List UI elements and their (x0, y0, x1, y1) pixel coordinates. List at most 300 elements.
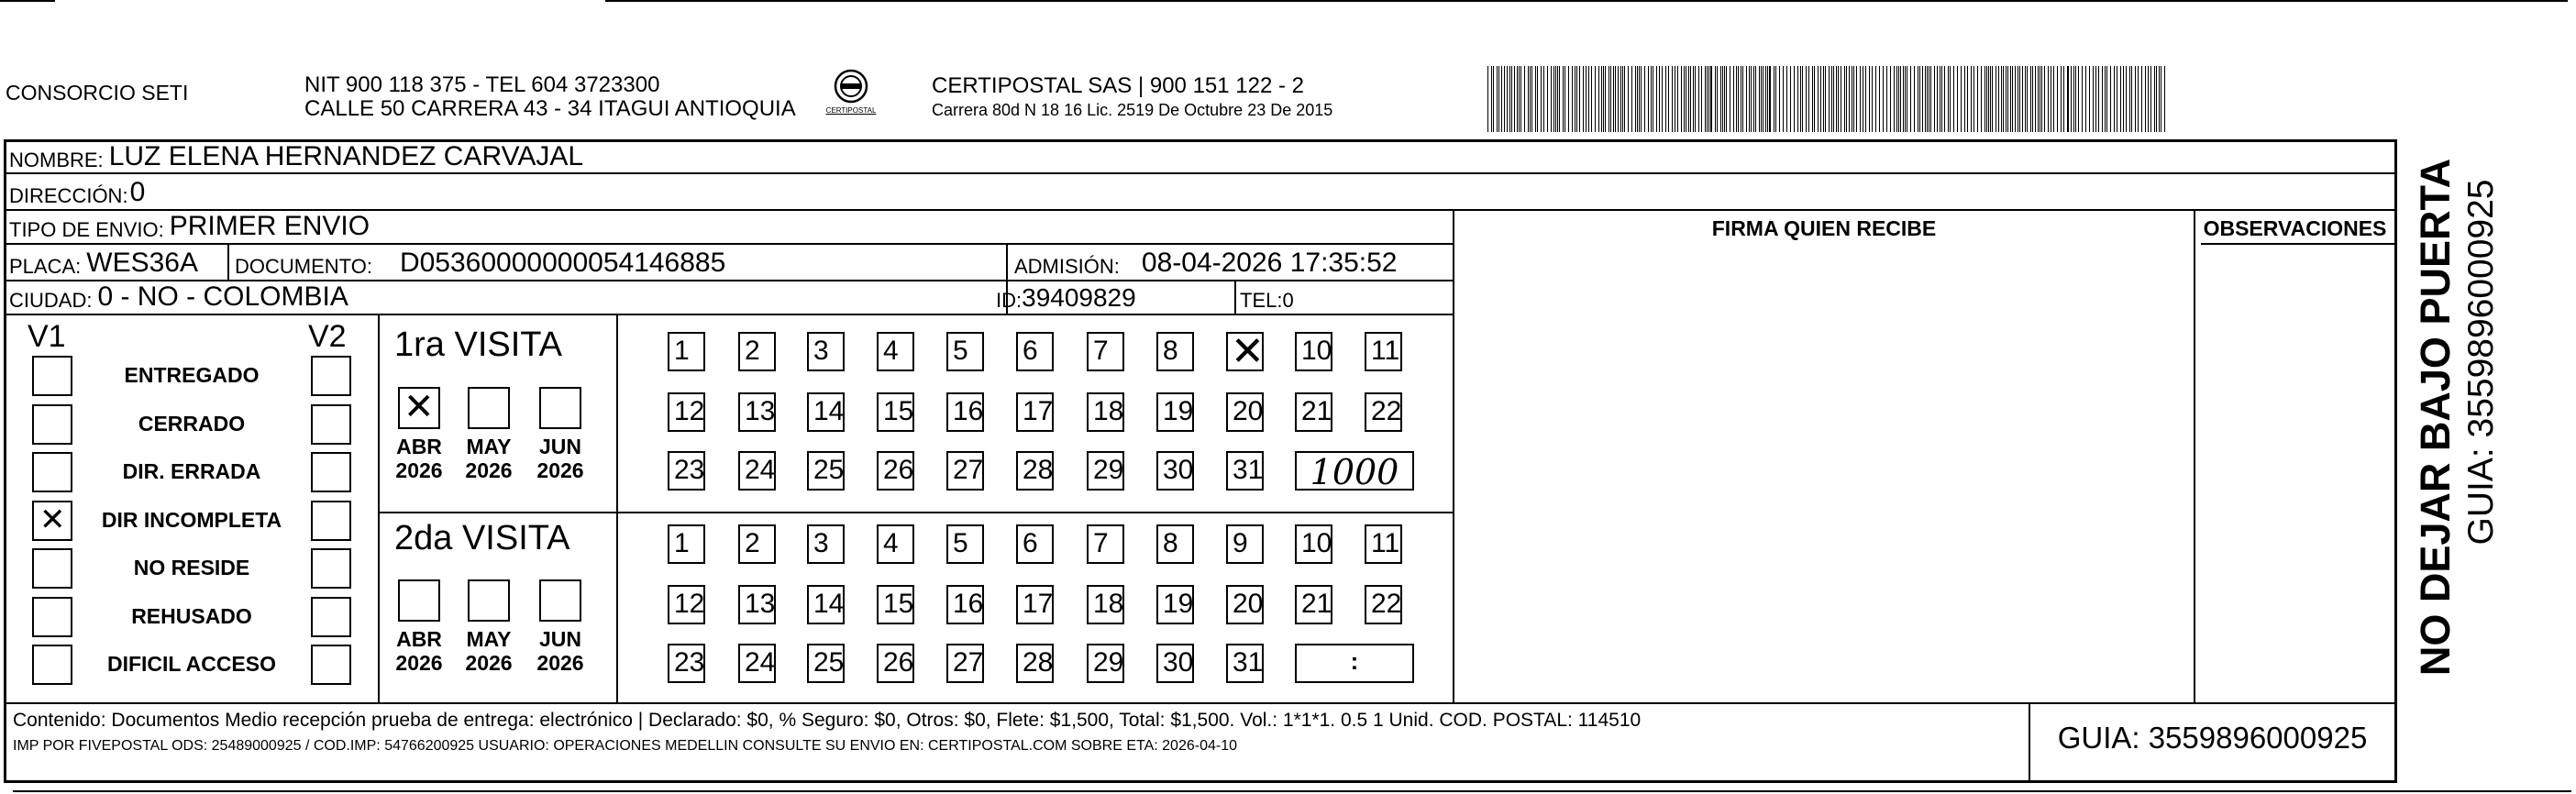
barcode-bar (1541, 66, 1542, 132)
barcode-bar (1753, 66, 1754, 132)
col-line (616, 314, 618, 702)
barcode-bar (2007, 66, 2008, 132)
barcode-bar (1537, 66, 1538, 132)
month-checkbox[interactable] (539, 579, 581, 622)
barcode-bar (1998, 66, 1999, 132)
barcode-bar (2135, 66, 2136, 132)
barcode-bar (1559, 66, 1560, 132)
day-number: 2 (745, 336, 760, 366)
barcode-bar (1635, 66, 1636, 132)
year-label: 2026 (465, 458, 513, 482)
day-number: 10 (1301, 336, 1332, 366)
col-line (227, 243, 229, 280)
barcode-bar (1595, 66, 1596, 132)
day-number: 6 (1023, 336, 1038, 366)
barcode-bar (1601, 66, 1602, 132)
time-box[interactable] (1295, 451, 1414, 491)
barcode-bar (2063, 66, 2064, 132)
day-number: 6 (1023, 528, 1038, 558)
day-box[interactable] (1295, 524, 1332, 564)
barcode-bar (2110, 66, 2111, 132)
barcode-bar (1547, 66, 1548, 132)
day-box[interactable] (877, 524, 914, 564)
barcode-bar (1498, 66, 1499, 132)
year-label: 2026 (395, 651, 443, 675)
nombre-row (9, 140, 583, 172)
ciudad-value: 0 - NO - COLOMBIA (97, 281, 348, 312)
barcode-bar (1551, 66, 1552, 132)
barcode-bar (2164, 66, 2165, 132)
barcode-bar (1779, 66, 1780, 132)
barcode-bar (1849, 66, 1850, 132)
day-box[interactable] (877, 332, 914, 371)
barcode-bar (2057, 66, 2058, 132)
day-box[interactable] (1365, 392, 1402, 432)
barcode-bar (1681, 66, 1682, 132)
day-number: 18 (1093, 396, 1124, 426)
barcode-bar (2078, 66, 2079, 132)
day-number: 4 (883, 528, 899, 558)
day-number: 5 (953, 336, 968, 366)
day-box[interactable] (1016, 392, 1054, 432)
barcode-bar (2141, 66, 2142, 132)
placa-label: PLACA: (9, 255, 82, 278)
barcode-bar (2123, 66, 2124, 132)
v2-checkbox[interactable] (311, 356, 351, 396)
day-number: 4 (883, 336, 899, 366)
day-number: 26 (883, 455, 914, 485)
barcode-bar (1844, 66, 1845, 132)
day-number: 29 (1093, 647, 1124, 678)
id-value: 39409829 (1022, 283, 1136, 312)
day-box[interactable] (738, 524, 776, 564)
barcode-bar (2067, 66, 2069, 132)
barcode-bar (2156, 66, 2157, 132)
day-number: 7 (1093, 528, 1109, 558)
barcode-bar (1986, 66, 1987, 132)
day-box[interactable] (1365, 524, 1402, 564)
month-checkbox[interactable] (398, 579, 440, 622)
day-number: 20 (1233, 396, 1264, 426)
day-box[interactable] (877, 585, 914, 624)
day-box[interactable] (1016, 332, 1054, 371)
barcode-bar (1524, 66, 1525, 132)
day-number: 22 (1371, 589, 1402, 619)
barcode-bar (1973, 66, 1974, 132)
day-number: 8 (1163, 528, 1178, 558)
barcode-bar (1937, 66, 1938, 132)
barcode (1487, 66, 2175, 132)
day-number: 12 (674, 396, 705, 426)
barcode-bar (2025, 66, 2026, 132)
barcode-bar (1794, 66, 1795, 132)
barcode-bar (1751, 66, 1752, 132)
month-checkbox[interactable] (539, 387, 581, 429)
month-checkbox[interactable] (398, 387, 440, 429)
day-box[interactable] (807, 585, 845, 624)
barcode-bar (1520, 66, 1521, 132)
barcode-bar (1497, 66, 1498, 132)
barcode-bar (1736, 66, 1737, 132)
barcode-bar (1869, 66, 1870, 132)
status-label: ENTREGADO (124, 363, 260, 387)
barcode-bar (1672, 66, 1673, 132)
v2-checkbox[interactable] (311, 645, 351, 685)
barcode-bar (1514, 66, 1515, 132)
address-line: CALLE 50 CARRERA 43 - 34 ITAGUI ANTIOQUIA (304, 96, 796, 121)
day-box[interactable] (738, 585, 776, 624)
year-label: 2026 (465, 651, 513, 675)
barcode-bar (1879, 66, 1880, 132)
day-box[interactable] (738, 332, 776, 371)
imp-line: IMP POR FIVEPOSTAL ODS: 25489000925 / COD.IMP: 54766200925 USUARIO: OPERACIONES MEDELLIN CONSULTE SU ENVIO EN: CERTIPOSTAL.COM SOBRE ETA: 2026-04-10 (13, 738, 1237, 754)
day-box[interactable] (1226, 328, 1265, 375)
v1-label: V1 (28, 319, 66, 354)
day-box[interactable] (1087, 451, 1124, 491)
day-number: 21 (1301, 589, 1332, 619)
day-box[interactable] (738, 644, 776, 683)
barcode-bar (1775, 66, 1776, 132)
barcode-bar (2148, 66, 2149, 132)
barcode-bar (1677, 66, 1678, 132)
day-box[interactable] (1156, 585, 1194, 624)
barcode-bar (1535, 66, 1536, 132)
barcode-bar (1610, 66, 1611, 132)
day-box[interactable] (1156, 392, 1194, 432)
status-label: DIR. ERRADA (122, 459, 261, 483)
barcode-bar (1903, 66, 1904, 132)
day-box[interactable] (946, 392, 984, 432)
day-box[interactable] (1156, 451, 1194, 491)
day-box[interactable] (738, 451, 776, 491)
day-number: 16 (953, 396, 984, 426)
barcode-bar (2003, 66, 2004, 132)
nombre-value: LUZ ELENA HERNANDEZ CARVAJAL (108, 141, 584, 171)
day-box[interactable] (1365, 332, 1402, 371)
barcode-bar (1814, 66, 1815, 132)
contenido-line: Contenido: Documentos Medio recepción prueba de entrega: electrónico | Declarado: $0, % Seguro: $0, Otros: $0, Flete: $1,500, Total: $1,500. Vol.: 1*1*1. 0.5 1 Unid. COD. POSTAL: 114510 (13, 710, 1642, 731)
barcode-bar (1509, 66, 1510, 132)
top-edge-line (0, 0, 55, 2)
day-number: 24 (745, 647, 776, 678)
tipo-value: PRIMER ENVIO (169, 211, 370, 241)
admision-value: 08-04-2026 17:35:52 (1141, 248, 1398, 278)
day-box[interactable] (1295, 585, 1332, 624)
barcode-bar (1715, 66, 1716, 132)
barcode-bar (1668, 66, 1669, 132)
day-box[interactable] (1226, 392, 1264, 432)
barcode-bar (1620, 66, 1621, 132)
barcode-bar (1690, 66, 1691, 132)
barcode-bar (1733, 66, 1734, 132)
v2-checkbox[interactable] (311, 452, 351, 492)
barcode-bar (2082, 66, 2083, 132)
barcode-bar (2001, 66, 2002, 132)
day-box[interactable] (668, 332, 705, 371)
barcode-bar (1624, 66, 1625, 132)
barcode-bar (1639, 66, 1640, 132)
tel-value: 0 (1282, 289, 1294, 312)
barcode-bar (2145, 66, 2146, 132)
day-number: 21 (1301, 396, 1332, 426)
barcode-bar (1934, 66, 1935, 132)
v2-checkbox[interactable] (311, 597, 351, 637)
barcode-bar (1981, 66, 1982, 132)
day-box[interactable] (1226, 644, 1264, 683)
day-box[interactable] (668, 451, 705, 491)
barcode-bar (1493, 66, 1494, 132)
barcode-bar (1802, 66, 1803, 132)
barcode-bar (1883, 66, 1884, 132)
v1-checkbox[interactable] (32, 548, 72, 589)
day-box[interactable] (668, 644, 705, 683)
day-box[interactable] (1226, 524, 1264, 564)
row-line (4, 314, 1454, 315)
day-number: 25 (813, 455, 845, 485)
barcode-bar (2071, 66, 2072, 132)
day-box[interactable] (807, 451, 845, 491)
barcode-bar (1622, 66, 1623, 132)
day-check-mark: ✕ (1231, 328, 1265, 375)
day-box[interactable] (1087, 524, 1124, 564)
barcode-bar (1925, 66, 1926, 132)
barcode-bar (1922, 66, 1923, 132)
time-box[interactable] (1295, 644, 1414, 683)
day-box[interactable] (668, 392, 705, 432)
day-box[interactable] (1156, 524, 1194, 564)
barcode-bar (1808, 66, 1809, 132)
company-name: CONSORCIO SETI (6, 81, 189, 105)
v2-checkbox[interactable] (311, 404, 351, 445)
v2-checkbox[interactable] (311, 501, 351, 541)
v1-checkbox[interactable] (32, 645, 72, 685)
col-line (2194, 209, 2195, 702)
carrier-line: CERTIPOSTAL SAS | 900 151 122 - 2 (932, 73, 1304, 98)
day-number: 1 (674, 336, 690, 366)
day-number: 28 (1023, 455, 1054, 485)
day-box[interactable] (668, 585, 705, 624)
col-line (1453, 209, 1454, 702)
day-number: 25 (813, 647, 845, 678)
barcode-bar (1964, 66, 1965, 132)
year-label: 2026 (536, 458, 584, 482)
barcode-bar (1905, 66, 1906, 132)
barcode-bar (1829, 66, 1830, 132)
barcode-bar (1568, 66, 1569, 132)
footer-guia: GUIA: 3559896000925 (2057, 721, 2368, 755)
barcode-bar (2075, 66, 2076, 132)
certipostal-logo-icon (814, 68, 888, 110)
day-box[interactable] (1087, 585, 1124, 624)
barcode-bar (1872, 66, 1873, 132)
barcode-bar (1530, 66, 1531, 132)
day-box[interactable] (946, 451, 984, 491)
day-box[interactable] (1226, 451, 1264, 491)
barcode-bar (1953, 66, 1954, 132)
bottom-edge-line (13, 790, 2571, 792)
day-box[interactable] (946, 332, 984, 371)
id-cell (996, 281, 1136, 313)
barcode-bar (1603, 66, 1604, 132)
tipo-label: TIPO DE ENVIO: (9, 218, 164, 241)
barcode-bar (1598, 66, 1599, 132)
time-value: 1000 (1310, 452, 1399, 492)
barcode-bar (1557, 66, 1558, 132)
barcode-bar (1579, 66, 1580, 132)
barcode-bar (1820, 66, 1821, 132)
day-box[interactable] (807, 392, 845, 432)
barcode-bar (2102, 66, 2103, 132)
v1-checkbox[interactable] (32, 356, 72, 396)
barcode-bar (2041, 66, 2042, 132)
time-value: : (1350, 647, 1359, 675)
day-number: 9 (1233, 528, 1248, 558)
barcode-bar (1615, 66, 1616, 132)
month-checkbox[interactable] (468, 579, 510, 622)
barcode-bar (2085, 66, 2086, 132)
day-box[interactable] (1226, 585, 1264, 624)
day-box[interactable] (1087, 644, 1124, 683)
day-number: 22 (1371, 396, 1402, 426)
barcode-bar (1662, 66, 1663, 132)
barcode-bar (1656, 66, 1657, 132)
side-panel (2408, 142, 2527, 692)
barcode-bar (2106, 66, 2107, 132)
barcode-bar (1957, 66, 1958, 132)
day-box[interactable] (807, 644, 845, 683)
day-number: 15 (883, 589, 914, 619)
day-number: 12 (674, 589, 705, 619)
day-box[interactable] (1016, 524, 1054, 564)
day-box[interactable] (1016, 585, 1054, 624)
month-label: JUN (538, 435, 581, 458)
barcode-bar (1651, 66, 1652, 132)
barcode-bar (1961, 66, 1962, 132)
barcode-bar (2061, 66, 2062, 132)
day-box[interactable] (1016, 451, 1054, 491)
day-number: 11 (1371, 528, 1400, 558)
day-box[interactable] (1156, 644, 1194, 683)
v2-checkbox[interactable] (311, 548, 351, 589)
barcode-bar (1894, 66, 1895, 132)
v1-checkbox[interactable] (32, 597, 72, 637)
side-guia: GUIA: 3559896000925 (2461, 179, 2501, 546)
barcode-bar (1838, 66, 1839, 132)
barcode-bar (1618, 66, 1619, 132)
v1-checkbox[interactable] (32, 452, 72, 492)
barcode-bar (2098, 66, 2099, 132)
barcode-bar (2120, 66, 2121, 132)
status-label: CERRADO (138, 411, 246, 436)
year-label: 2026 (536, 651, 584, 675)
v1-checkbox[interactable] (32, 501, 72, 541)
v1-checkbox[interactable] (32, 404, 72, 445)
barcode-bar (1517, 66, 1518, 132)
barcode-bar (1586, 66, 1587, 132)
barcode-bar (1761, 66, 1762, 132)
barcode-bar (2044, 66, 2045, 132)
barcode-bar (1786, 66, 1787, 132)
day-number: 14 (813, 589, 845, 619)
barcode-bar (1948, 66, 1949, 132)
admision-label: ADMISIÓN: (1014, 255, 1120, 278)
day-box[interactable] (877, 392, 914, 432)
barcode-bar (1553, 66, 1554, 132)
barcode-bar (1491, 66, 1492, 132)
day-box[interactable] (1156, 332, 1194, 371)
barcode-bar (1790, 66, 1791, 132)
day-box[interactable] (1016, 644, 1054, 683)
barcode-bar (2089, 66, 2090, 132)
barcode-bar (1831, 66, 1832, 132)
day-number: 11 (1371, 336, 1400, 366)
barcode-bar (1769, 66, 1771, 132)
barcode-bar (2012, 66, 2013, 132)
day-box[interactable] (1365, 585, 1402, 624)
day-box[interactable] (1295, 332, 1332, 371)
barcode-bar (1659, 66, 1660, 132)
barcode-bar (1898, 66, 1899, 132)
day-box[interactable] (1087, 392, 1124, 432)
day-number: 26 (883, 647, 914, 678)
barcode-bar (2048, 66, 2049, 132)
barcode-bar (1698, 66, 1699, 132)
barcode-bar (1528, 66, 1529, 132)
barcode-bar (1846, 66, 1847, 132)
barcode-bar (1988, 66, 1989, 132)
logo-caption: CERTIPOSTAL (825, 106, 877, 115)
day-box[interactable] (1087, 332, 1124, 371)
barcode-bar (1648, 66, 1649, 132)
barcode-bar (1519, 66, 1520, 132)
barcode-bar (1688, 66, 1689, 132)
tel-label: TEL: (1240, 289, 1283, 312)
day-box[interactable] (668, 524, 705, 564)
day-box[interactable] (877, 644, 914, 683)
day-number: 19 (1163, 589, 1194, 619)
month-checkbox[interactable] (468, 387, 510, 429)
day-number: 29 (1093, 455, 1124, 485)
day-number: 30 (1163, 455, 1194, 485)
frame-right (2394, 139, 2397, 783)
day-box[interactable] (807, 332, 845, 371)
barcode-bar (1641, 66, 1642, 132)
barcode-bar (2105, 66, 2106, 132)
day-number: 31 (1233, 455, 1264, 485)
day-box[interactable] (807, 524, 845, 564)
barcode-bar (1823, 66, 1824, 132)
day-box[interactable] (946, 644, 984, 683)
barcode-bar (1684, 66, 1685, 132)
barcode-bar (1738, 66, 1739, 132)
day-box[interactable] (946, 585, 984, 624)
month-label: MAY (466, 435, 512, 458)
barcode-bar (2073, 66, 2074, 132)
direccion-row (9, 175, 145, 208)
day-number: 7 (1093, 336, 1109, 366)
nit-line: NIT 900 118 375 - TEL 604 3723300 (304, 72, 660, 97)
day-box[interactable] (738, 392, 776, 432)
license-line: Carrera 80d N 18 16 Lic. 2519 De Octubre 23 De 2015 (932, 101, 1333, 119)
day-number: 15 (883, 396, 914, 426)
day-number: 3 (813, 528, 829, 558)
day-box[interactable] (1295, 392, 1332, 432)
day-box[interactable] (877, 451, 914, 491)
frame-bottom (4, 780, 2396, 783)
day-number: 13 (745, 396, 776, 426)
day-box[interactable] (946, 524, 984, 564)
barcode-bar (2126, 66, 2127, 132)
